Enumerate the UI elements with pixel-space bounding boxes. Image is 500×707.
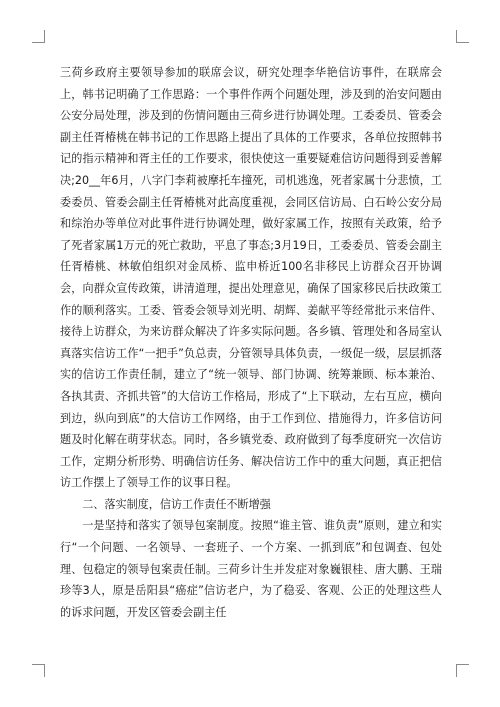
crop-mark-top-right	[456, 30, 469, 43]
crop-mark-bottom-left	[32, 664, 45, 677]
body-paragraph-2: 一是坚持和落实了领导包案制度。按照“谁主管、谁负责”原则，建立和实行“一个问题、一名领导、一套班子、一个方案、一抓到底”和包调查、包处理、包稳定的领导包案责任制。三荷乡计生并发症对象巍银桂、唐大鹏、王瑞珍等3人，原是岳阳县“癌症”信访老户，为了稳妥、客观、公正的处理这些人的诉求问题，开发区管委会副主任	[60, 519, 442, 619]
document-body	[60, 62, 442, 623]
section-heading: 二、落实制度，信访工作责任不断增强	[82, 497, 271, 511]
crop-mark-bottom-right	[456, 664, 469, 677]
body-paragraph-1: 三荷乡政府主要领导参加的联席会议，研究处理李华艳信访事件，在联席会上，韩书记明确了工作思路：一个事件作两个问题处理，涉及到的治安问题由公安分局处理，涉及到的伤情问题由三荷乡进行协调处理。工委委员、管委会副主任胥椿桃在韩书记的工作思路上提出了具体的工作要求，各单位按照韩书记的指示精神和胥主任的工作要求，很快使这一重要疑难信访问题得到妥善解决;20__年6月，八字门李莉被摩托车撞死，司机逃逸，死者家属十分悲愤，工委委员、管委会副主任胥椿桃对此高度重视，会同区信访局、白石岭公安分局和综治办等单位对此事件进行协调处理，做好家属工作，按照有关政策，给予了死者家属1万元的死亡救助，平息了事态;3月19日，工委委员、管委会副主任胥椿桃、林敏伯组织对金凤桥、监申桥近100名非移民上访群众召开协调会，向群众宣传政策，讲清道理，提出处理意见，确保了国家移民后扶政策工作的顺利落实。工委、管委会领导刘光明、胡辉、姜献平等经常批示来信件、接待上访群众，为来访群众解决了许多实际问题。各乡镇、管理处和各局室认真落实信访工作“一把手”负总责，分管领导具体负责，一级促一级，层层抓落实的信访工作责任制，建立了“统一领导、部门协调、统筹兼顾、标本兼治、各执其责、齐抓共管”的大信访工作格局，形成了“上下联动，左右互应，横向到边，纵向到底”的大信访工作网络，由于工作到位、措施得力，许多信访问题及时化解在萌芽状态。同时，各乡镇党委、政府做到了每季度研究一次信访工作，定期分析形势、明确信访任务、解决信访工作中的重大问题，真正把信访工作摆上了领导工作的议事日程。	[60, 66, 442, 490]
crop-mark-top-left	[32, 30, 45, 43]
